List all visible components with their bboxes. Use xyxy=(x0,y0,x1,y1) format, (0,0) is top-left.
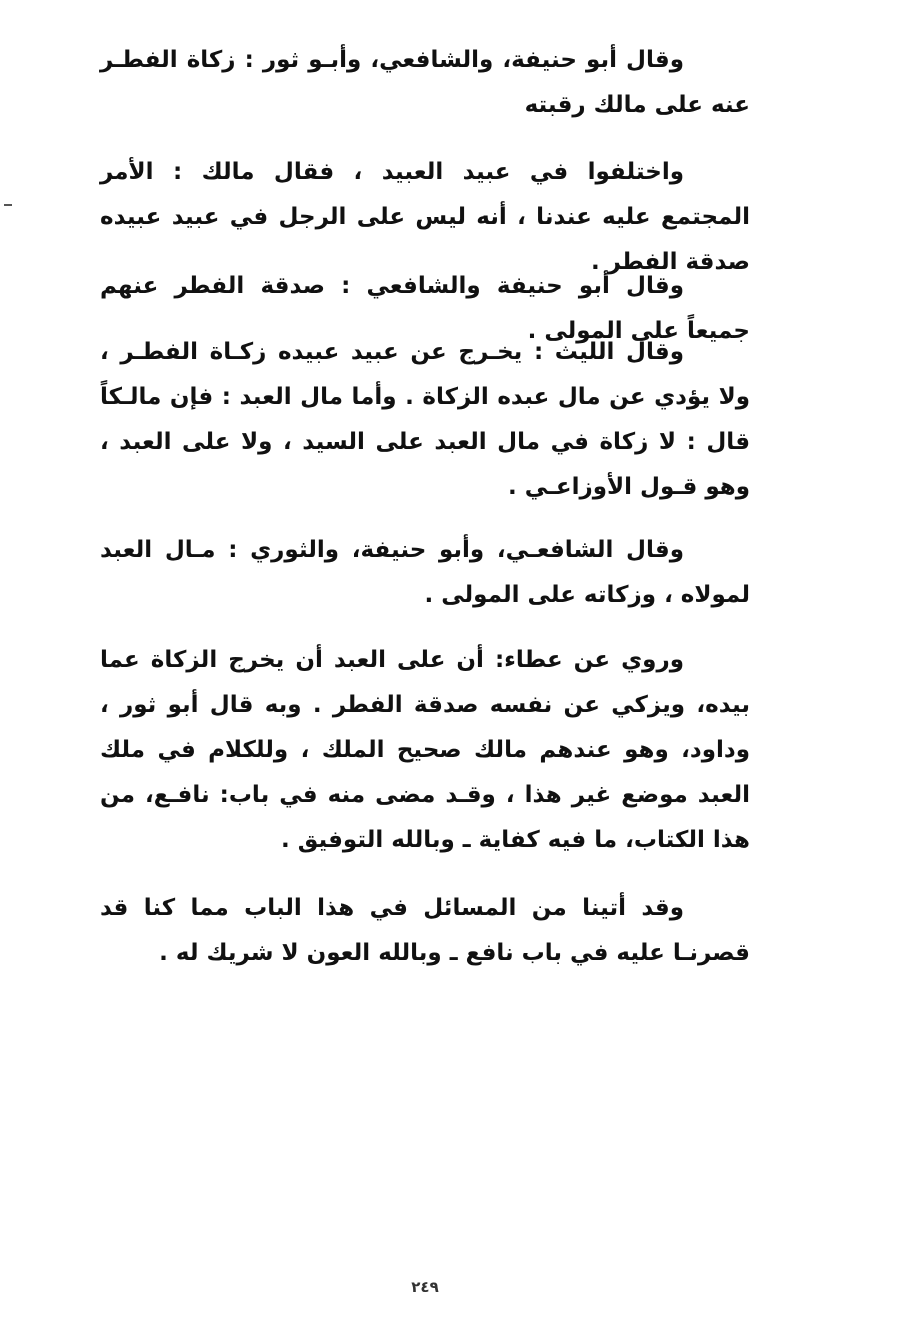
margin-mark xyxy=(4,204,12,206)
paragraph-1: وقال أبو حنيفة، والشافعي، وأبـو ثور : زكاة الفطـر عنه على مالك رقبته xyxy=(100,47,750,118)
paragraph-3: وقال أبو حنيفة والشافعي : صدقة الفطر عنهم جميعاً على المولى . xyxy=(100,273,750,344)
paragraph-6: وروي عن عطاء: أن على العبد أن يخرج الزكاة عما بيده، ويزكي عن نفسه صدقة الفطر . وبه قال أبو ثور ، وداود، وهو عندهم مالك صحيح الملك ، وللكلام في ملك العبد موضع غير هذا ، وقـد مضى منه في باب: نافـع، من هذا الكتاب، ما فيه كفاية ـ وبالله التوفيق . xyxy=(100,647,750,853)
paragraph-5: وقال الشافعـي، وأبو حنيفة، والثوري : مـال العبد لمولاه ، وزكاته على المولى . xyxy=(100,537,750,608)
page-number: ٢٤٩ xyxy=(411,1278,439,1296)
paragraph-7: وقد أتينا من المسائل في هذا الباب مما كنا قد قصرنـا عليه في باب نافع ـ وبالله العون لا شريك له . xyxy=(100,895,750,966)
paragraph-2: واختلفوا في عبيد العبيد ، فقال مالك : الأمر المجتمع عليه عندنا ، أنه ليس على الرجل في عبيد عبيده صدقة الفطر . xyxy=(100,159,750,275)
paragraph-4: وقال الليث : يخـرج عن عبيد عبيده زكـاة الفطـر ، ولا يؤدي عن مال عبده الزكاة . وأما مال العبد : فإن مالـكاً قال : لا زكاة في مال العبد على السيد ، ولا على العبد ، وهو قـول الأوزاعـي . xyxy=(100,339,750,500)
